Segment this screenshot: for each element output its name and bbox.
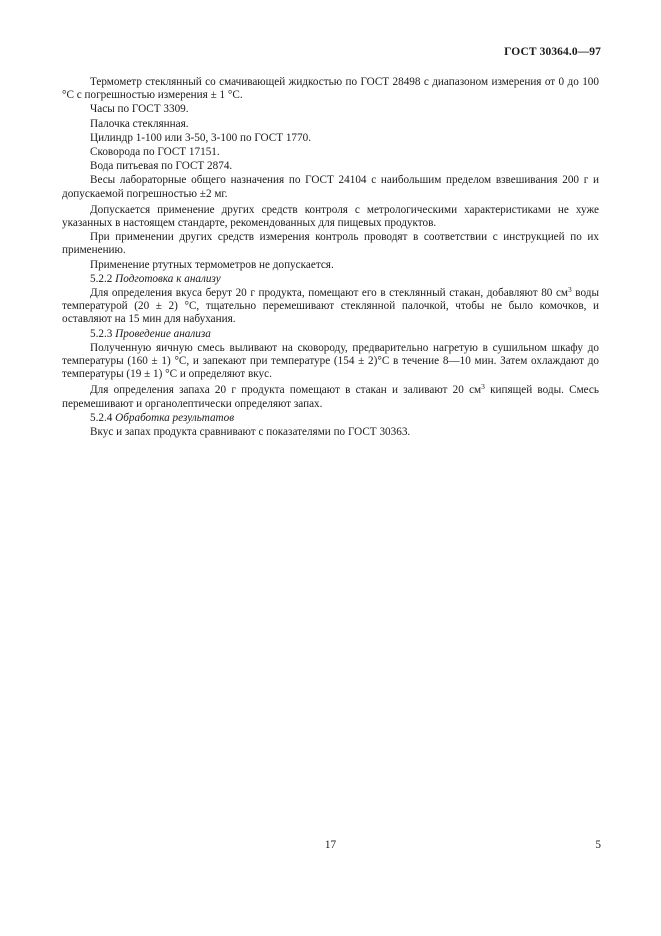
paragraph-baking: Полученную яичную смесь выливают на сковороду, предварительно нагретую в сушильном шкафу до температуры (160 ± 1) °С, и запекают при температуре (154 ± 2)°С в течение 8—10 мин. Затем охлаждают до температуры (19 ± 1) °С и определяют вкус. [62,341,599,381]
document-code-header: ГОСТ 30364.0—97 [504,46,601,58]
paragraph-scales: Весы лабораторные общего назначения по ГОСТ 24104 с наибольшим пределом взвешивания 200 г и допускаемой погрешностью ±2 мг. [62,174,599,200]
section-title: Обработка результатов [115,411,235,424]
section-number: 5.2.4 [90,411,113,424]
section-heading-5-2-3 [62,328,599,341]
section-number: 5.2.2 [90,272,113,285]
section-heading-5-2-4 [62,412,599,425]
text-part: Для определения вкуса берут 20 г продукта, помещают его в стеклянный стакан, добавляют 80 см [90,287,568,300]
paragraph-taste-preparation [62,287,599,327]
paragraph-glass-rod: Палочка стеклянная. [90,117,189,130]
paragraph-mercury: Применение ртутных термометров не допускается. [90,258,334,271]
paragraph-instructions: При применении других средств измерения контроль проводят в соответствии с инструкцией по их применению. [62,231,599,257]
text-part: воды температурой (20 ± 2) °С, тщательно перемешивают стеклянной палочкой, чтобы не было комочков, и оставляют на 15 мин для набухания. [62,287,599,326]
superscript: 3 [481,382,485,392]
page-number-center: 17 [324,839,337,851]
paragraph-smell [62,384,599,410]
superscript: 3 [568,285,572,295]
section-title: Проведение анализа [115,327,211,340]
paragraph-results: Вкус и запах продукта сравнивают с показателями по ГОСТ 30363. [90,426,411,439]
paragraph-pan: Сковорода по ГОСТ 17151. [90,146,220,159]
paragraph-cylinder: Цилиндр 1-100 или 3-50, 3-100 по ГОСТ 1770. [90,131,312,144]
paragraph-clock: Часы по ГОСТ 3309. [90,103,189,116]
document-body [62,76,599,440]
text-part: Для определения запаха 20 г продукта помещают в стакан и заливают 20 см [90,384,482,397]
paragraph-water: Вода питьевая по ГОСТ 2874. [90,160,233,173]
page-number-right: 5 [595,839,601,851]
section-heading-5-2-2 [62,273,599,286]
section-title: Подготовка к анализу [115,272,221,285]
text-part: кипящей воды. Смесь перемешивают и органолептически определяют запах. [62,384,599,410]
section-number: 5.2.3 [90,327,113,340]
paragraph-thermometer: Термометр стеклянный со смачивающей жидкостью по ГОСТ 28498 с диапазоном измерения от 0 до 100 °С с погрешностью измерения ± 1 °С. [62,76,599,102]
paragraph-other-means: Допускается применение других средств контроля с метрологическими характеристиками не хуже указанных в настоящем стандарте, рекомендованных для пищевых продуктов. [62,203,599,230]
